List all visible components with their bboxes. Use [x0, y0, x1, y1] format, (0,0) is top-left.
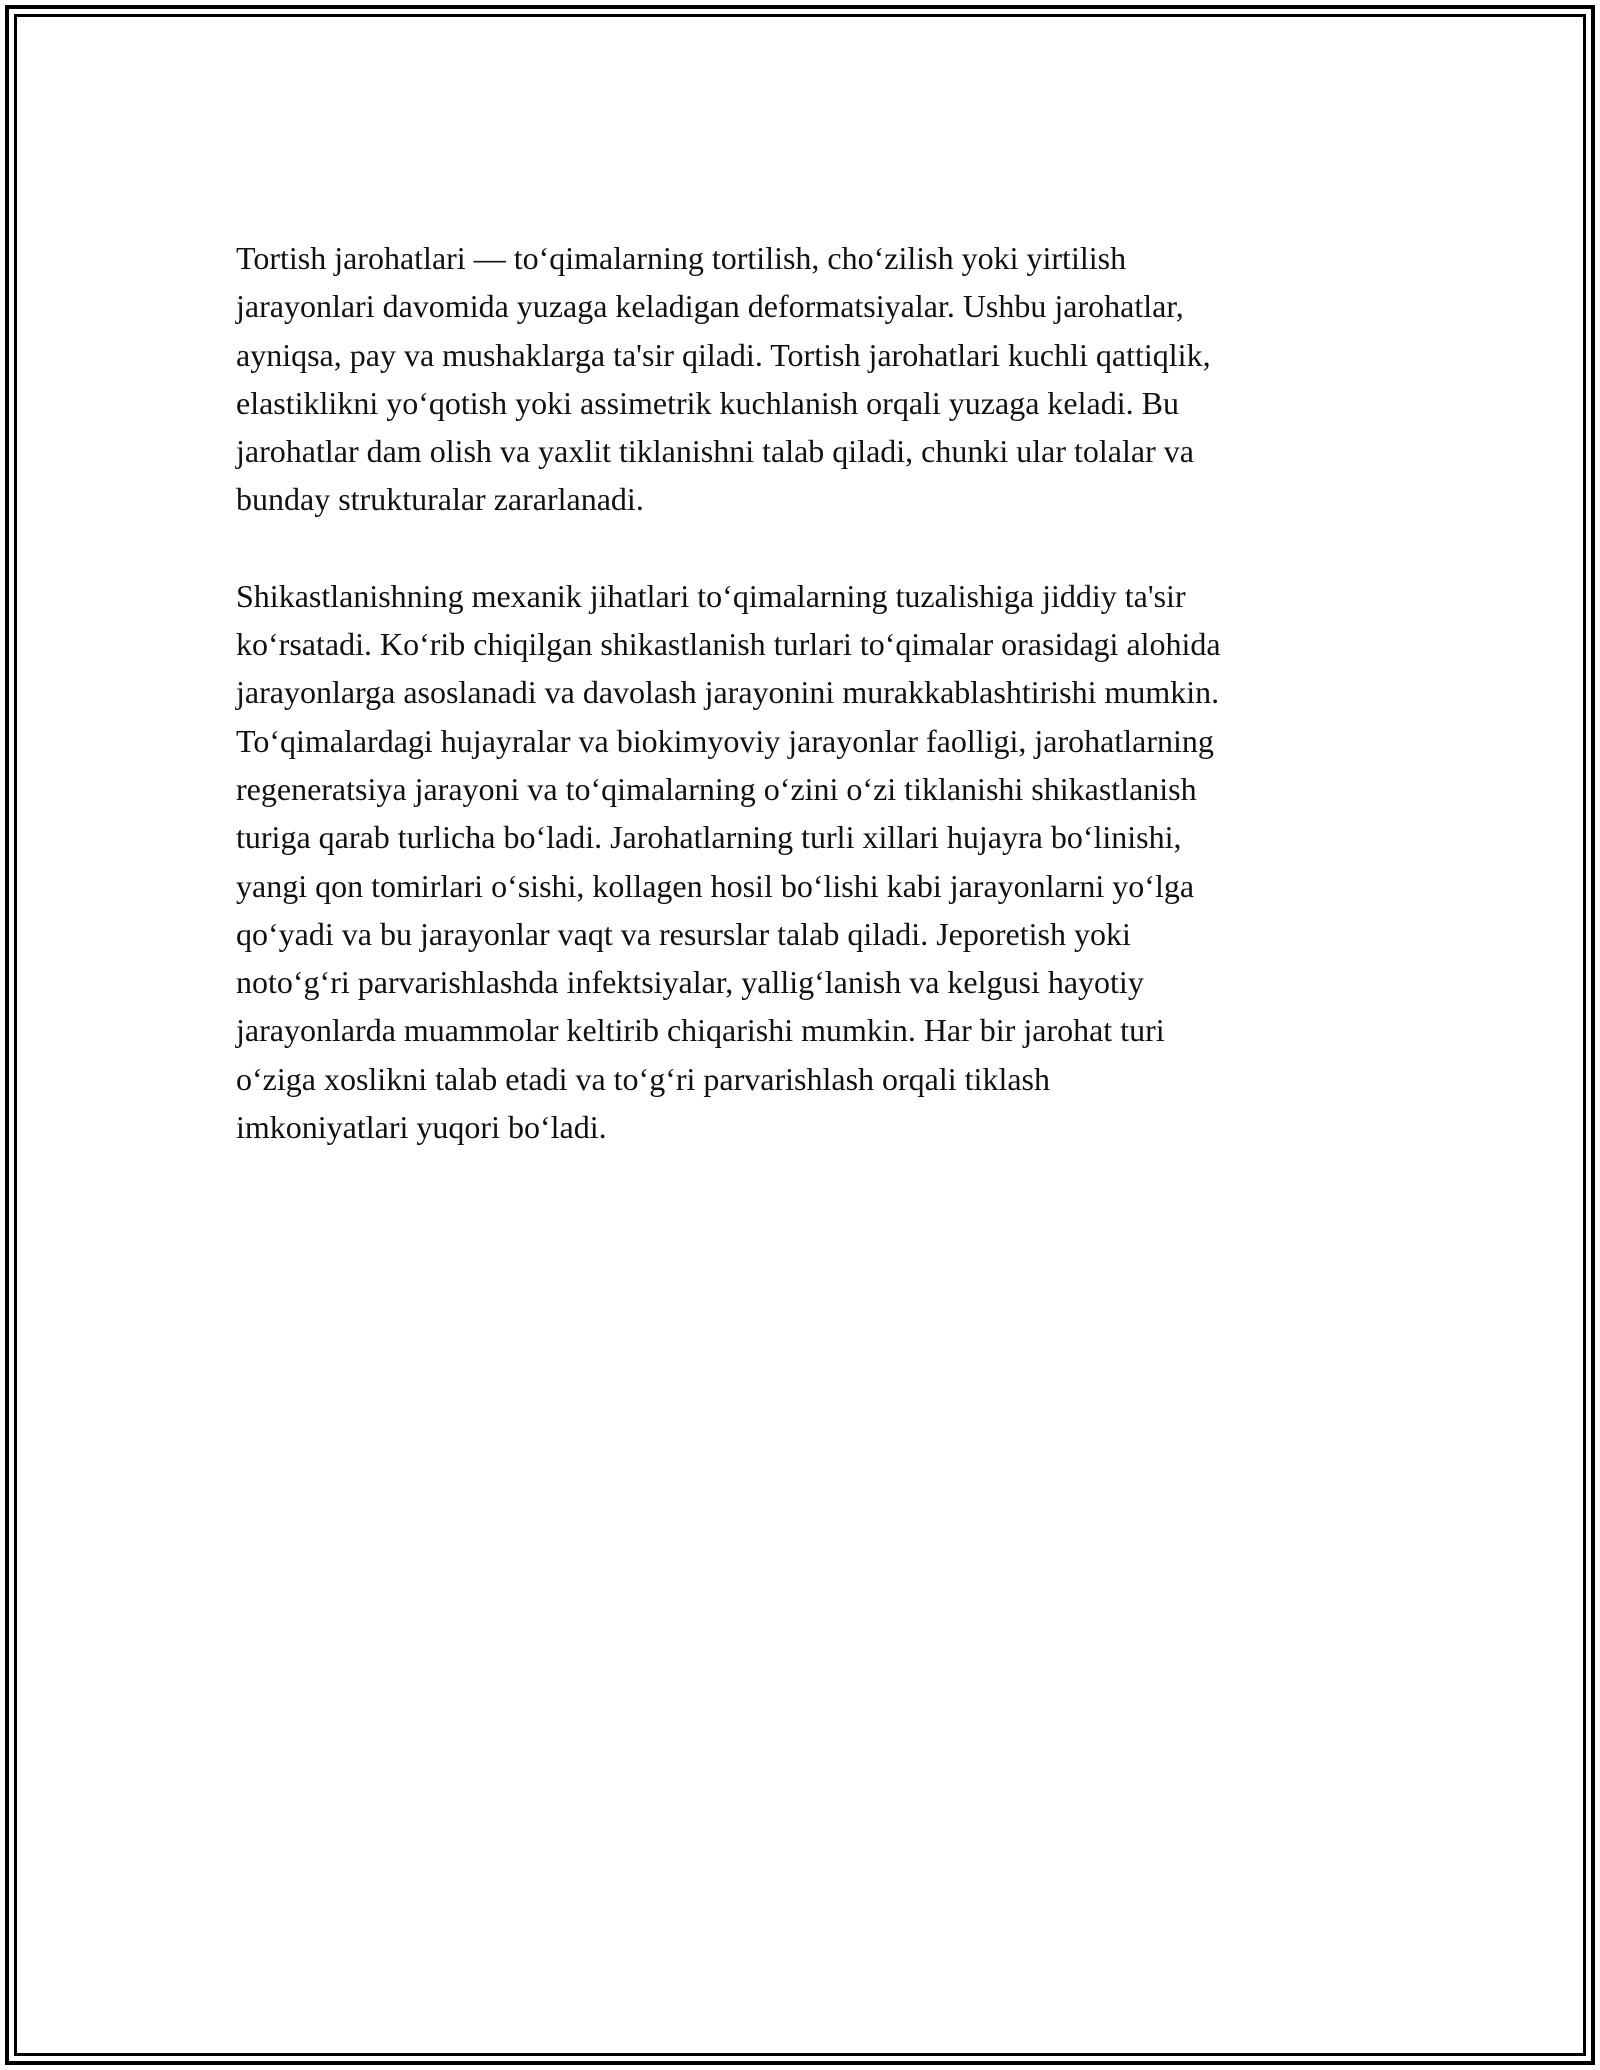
paragraph-line: ko‘rsatadi. Ko‘rib chiqilgan shikastlanish turlari to‘qimalar orasidagi alohida	[236, 626, 1221, 663]
paragraph-line: imkoniyatlari yuqori bo‘ladi.	[236, 1109, 607, 1146]
paragraph-line: qo‘yadi va bu jarayonlar vaqt va resurslar talab qiladi. Jeporetish yoki	[236, 915, 1131, 952]
paragraph-line: turiga qarab turlicha bo‘ladi. Jarohatlarning turli xillari hujayra bo‘linishi,	[236, 819, 1182, 856]
paragraph-line: regeneratsiya jarayoni va to‘qimalarning o‘zini o‘zi tiklanishi shikastlanish	[236, 770, 1197, 807]
paragraph-line: noto‘g‘ri parvarishlashda infektsiyalar, yallig‘lanish va kelgusi hayotiy	[236, 964, 1144, 1001]
paragraph-line: Shikastlanishning mexanik jihatlari to‘qimalarning tuzalishiga jiddiy ta'sir	[236, 577, 1186, 614]
paragraph-line: jarayonlarga asoslanadi va davolash jarayonini murakkablashtirishi mumkin.	[236, 674, 1220, 711]
paragraph-line: elastiklikni yo‘qotish yoki assimetrik kuchlanish orqali yuzaga keladi. Bu	[236, 384, 1179, 421]
paragraph-line: yangi qon tomirlari o‘sishi, kollagen hosil bo‘lishi kabi jarayonlarni yo‘lga	[236, 867, 1195, 904]
paragraph-line: bunday strukturalar zararlanadi.	[236, 481, 644, 518]
paragraph-1	[236, 234, 1376, 524]
paragraph-line: jarayonlari davomida yuzaga keladigan deformatsiyalar. Ushbu jarohatlar,	[236, 288, 1184, 325]
document-body	[236, 234, 1376, 1151]
paragraph-2	[236, 572, 1376, 1152]
paragraph-line: jarohatlar dam olish va yaxlit tiklanishni talab qiladi, chunki ular tolalar va	[236, 433, 1194, 470]
paragraph-line: Tortish jarohatlari — to‘qimalarning tortilish, cho‘zilish yoki yirtilish	[236, 240, 1127, 276]
paragraph-line: ayniqsa, pay va mushaklarga ta'sir qiladi. Tortish jarohatlari kuchli qattiqlik,	[236, 336, 1211, 373]
paragraph-line: To‘qimalardagi hujayralar va biokimyoviy jarayonlar faolligi, jarohatlarning	[236, 722, 1214, 759]
paragraph-line: jarayonlarda muammolar keltirib chiqarishi mumkin. Har bir jarohat turi	[236, 1012, 1165, 1049]
paragraph-line: o‘ziga xoslikni talab etadi va to‘g‘ri parvarishlash orqali tiklash	[236, 1060, 1050, 1097]
